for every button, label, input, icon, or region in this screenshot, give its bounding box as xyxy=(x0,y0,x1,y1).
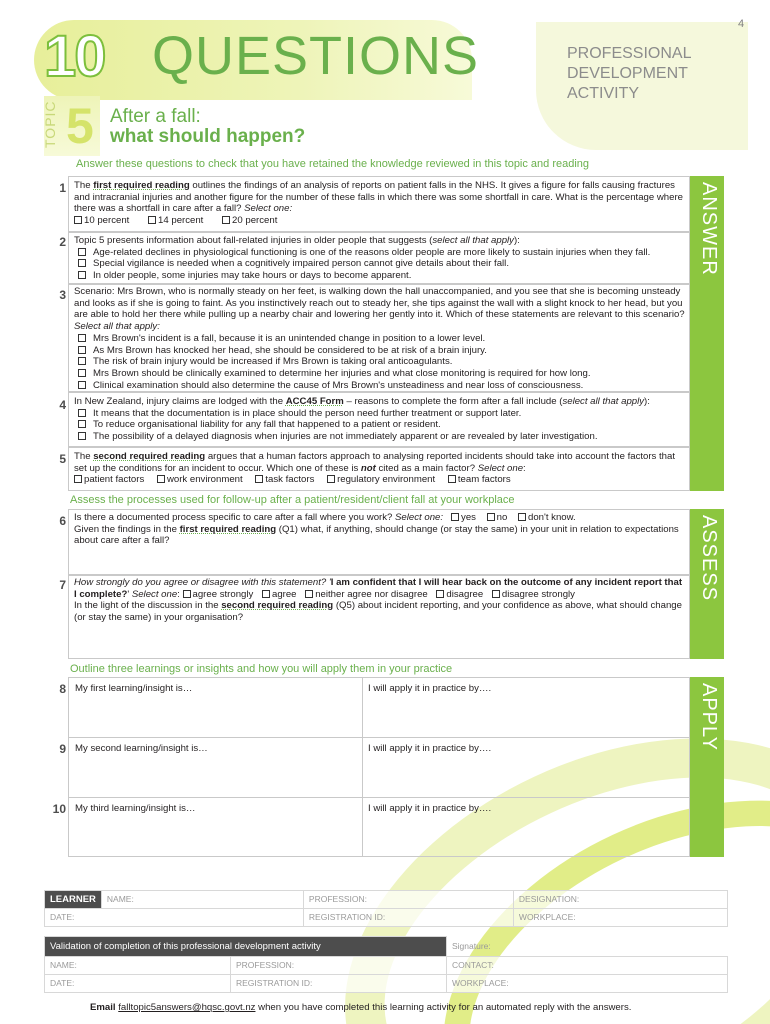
signature-field[interactable]: Signature: xyxy=(452,941,491,952)
question-3: Scenario: Mrs Brown, who is normally steady on her feet, is walking down the hall unaccompanied, and you see that she is becoming unsteady and looks as if she is going to faint. As you instinctively reach out to steady her, she tips against the wall with a slight knock to her head, but you are able to hold her there while pulling up a nearby chair and lowering her gently into it. Which of these statements are relevant to this scenario? Select all that apply: Mrs Brown's incident is a fall, because it is an unintended change in position to a lower level. As Mrs Brown has knocked her head, she should be considered to be at risk of a brain injury. The risk of brain injury would be increased if Mrs Brown is taking oral anticoagulants. Mrs Brown should be clinically examined to determine her injuries and what close monitoring is required for how long. Clinical examination should also determine the cause of Mrs Brown's unsteadiness and near loss of consciousness. xyxy=(74,286,685,391)
checkbox[interactable] xyxy=(518,513,526,521)
answer-heading: Answer these questions to check that you have retained the knowledge reviewed in this topic and reading xyxy=(76,158,590,170)
checkbox[interactable] xyxy=(78,248,86,256)
apply-divider xyxy=(362,677,363,857)
apply-divider xyxy=(68,737,690,738)
learner-profession-field[interactable]: PROFESSION: xyxy=(303,891,513,909)
learner-label: LEARNER xyxy=(45,891,102,909)
header-title: QUESTIONS xyxy=(152,26,480,86)
first-reading-link[interactable]: first required reading xyxy=(93,180,190,191)
learner-designation-field[interactable]: DESIGNATION: xyxy=(513,891,727,909)
q4-option[interactable]: The possibility of a delayed diagnosis when injuries are not immediately apparent or are revealed by later investigation. xyxy=(74,431,686,443)
apply-side-bar: APPLY xyxy=(690,677,724,857)
checkbox[interactable] xyxy=(451,513,459,521)
q5-option[interactable]: work environment xyxy=(157,474,243,486)
q6-option-yes[interactable]: yes xyxy=(451,512,476,524)
question-number: 8 xyxy=(59,682,66,696)
checkbox[interactable] xyxy=(327,475,335,483)
validator-date-field[interactable]: DATE: xyxy=(45,975,231,993)
validator-name-field[interactable]: NAME: xyxy=(45,957,231,975)
learner-date-field[interactable]: DATE: xyxy=(45,909,304,927)
first-reading-link[interactable]: first required reading xyxy=(179,523,277,535)
question-number: 7 xyxy=(59,578,66,592)
apply-2-input[interactable]: I will apply it in practice by…. xyxy=(368,743,492,754)
question-number: 1 xyxy=(59,181,66,195)
learner-details-table xyxy=(44,890,728,927)
q3-option[interactable]: Clinical examination should also determine the cause of Mrs Brown's unsteadiness and near loss of consciousness. xyxy=(74,380,686,392)
apply-heading: Outline three learnings or insights and how you will apply them in your practice xyxy=(70,663,453,675)
checkbox[interactable] xyxy=(78,409,86,417)
email-link[interactable]: falltopic5answers@hqsc.govt.nz xyxy=(118,1002,256,1013)
validation-table xyxy=(44,936,728,993)
checkbox[interactable] xyxy=(78,369,86,377)
learner-name-field[interactable]: NAME: xyxy=(101,891,303,909)
page-number: 4 xyxy=(738,18,745,30)
validator-contact-field[interactable]: CONTACT: xyxy=(447,957,728,975)
page-title-line2: what should happen? xyxy=(110,126,306,147)
learner-registration-field[interactable]: REGISTRATION ID: xyxy=(303,909,513,927)
checkbox[interactable] xyxy=(255,475,263,483)
question-number: 5 xyxy=(59,452,66,466)
question-number: 6 xyxy=(59,514,66,528)
question-2: Topic 5 presents information about fall-related injuries in older people that suggests (select all that apply): Age-related declines in physiological functioning is one of the reasons older people are more likely to sustain injuries when they fall. Special vigilance is needed when a cognitively impaired person cannot give details about their fall. In older people, some injuries may take hours or days to become apparent. xyxy=(74,235,686,282)
question-number: 4 xyxy=(59,398,66,412)
learner-workplace-field[interactable]: WORKPLACE: xyxy=(513,909,727,927)
q7-option[interactable]: disagree strongly xyxy=(492,589,575,601)
page-title-line1: After a fall: xyxy=(110,106,201,127)
checkbox[interactable] xyxy=(262,590,270,598)
q5-option[interactable]: team factors xyxy=(448,474,511,486)
q7-option[interactable]: agree xyxy=(262,589,297,601)
question-number: 10 xyxy=(52,802,66,816)
learning-3-input[interactable]: My third learning/insight is… xyxy=(75,803,196,814)
assess-heading: Assess the processes used for follow-up after a patient/resident/client fall at your workplace xyxy=(70,494,515,506)
learning-2-input[interactable]: My second learning/insight is… xyxy=(75,743,208,754)
checkbox[interactable] xyxy=(487,513,495,521)
email-instructions: Email falltopic5answers@hqsc.govt.nz when you have completed this learning activity for an automated reply with the answers. xyxy=(90,1002,632,1013)
assess-side-bar: ASSESS xyxy=(690,509,724,659)
checkbox[interactable] xyxy=(305,590,313,598)
q3-option[interactable]: Mrs Brown's incident is a fall, because it is an unintended change in position to a lower level. xyxy=(74,333,686,345)
checkbox[interactable] xyxy=(78,432,86,440)
q6-option-no[interactable]: no xyxy=(487,512,508,524)
q3-option[interactable]: Mrs Brown should be clinically examined to determine her injuries and what close monitoring is required for how long. xyxy=(74,368,686,380)
learning-1-input[interactable]: My first learning/insight is… xyxy=(75,683,193,694)
question-5: The second required reading argues that a human factors approach to analysing reported incidents should take into account the factors that set up the conditions for an incident to occur. Which one of these is not cited as a main factor? Select one: patient factors work environment task factors regulatory environment team factors xyxy=(74,451,676,486)
question-1: The first required reading outlines the findings of an analysis of reports on patient falls in the NHS. It gives a figure for falls causing fractures and intracranial injuries and another figure for the number of these falls in which there was some shortfall in care. What is the percentage where there was a shortfall in care after a fall? Select one: 10 percent 14 percent 20 percent xyxy=(74,180,683,227)
checkbox[interactable] xyxy=(222,216,230,224)
question-6: Is there a documented process specific to care after a fall where you work? Select one: yes no don't know. Given the findings in the first required reading (Q1) what, if anything, should change (or stay the same) in your unit in relation to expectations about care after a fall? xyxy=(74,512,679,547)
checkbox[interactable] xyxy=(492,590,500,598)
acc45-form-link[interactable]: ACC45 Form xyxy=(285,396,344,407)
q4-option[interactable]: To reduce organisational liability for any fall that happened to a patient or resident. xyxy=(74,419,686,431)
q4-option[interactable]: It means that the documentation is in place should the person need further treatment or support later. xyxy=(74,408,686,420)
q6-option-dont-know[interactable]: don't know. xyxy=(518,512,576,524)
q1-option[interactable]: 10 percent xyxy=(74,215,129,227)
q2-option[interactable]: Special vigilance is needed when a cognitively impaired person cannot give details about their fall. xyxy=(74,258,686,270)
q1-option[interactable]: 20 percent xyxy=(222,215,277,227)
q5-option[interactable]: task factors xyxy=(255,474,314,486)
validator-profession-field[interactable]: PROFESSION: xyxy=(231,957,447,975)
checkbox[interactable] xyxy=(183,590,191,598)
topic-word: TOPIC xyxy=(42,100,58,148)
second-reading-link[interactable]: second required reading xyxy=(221,600,334,612)
q3-option[interactable]: The risk of brain injury would be increased if Mrs Brown is taking oral anticoagulants. xyxy=(74,356,686,368)
header-number: 10 xyxy=(44,24,105,89)
checkbox[interactable] xyxy=(148,216,156,224)
apply-3-input[interactable]: I will apply it in practice by…. xyxy=(368,803,492,814)
validator-workplace-field[interactable]: WORKPLACE: xyxy=(447,975,728,993)
q7-option[interactable]: neither agree nor disagree xyxy=(305,589,428,601)
validator-registration-field[interactable]: REGISTRATION ID: xyxy=(231,975,447,993)
question-number: 9 xyxy=(59,742,66,756)
checkbox[interactable] xyxy=(78,259,86,267)
q7-option[interactable]: agree strongly xyxy=(183,589,254,601)
checkbox[interactable] xyxy=(78,271,86,279)
checkbox[interactable] xyxy=(78,357,86,365)
checkbox[interactable] xyxy=(78,381,86,389)
q2-option[interactable]: Age-related declines in physiological functioning is one of the reasons older people are more likely to sustain injuries when they fall. xyxy=(74,247,686,259)
checkbox[interactable] xyxy=(78,346,86,354)
q5-option[interactable]: patient factors xyxy=(74,474,144,486)
question-7: How strongly do you agree or disagree with this statement? 'I am confident that I will hear back on the outcome of any incident report that I complete?' Select one: agree strongly agree neither agree nor disagree disagree disagree strongly In the light of the discussion in the second required reading (Q5) about incident reporting, and your confidence as above, what should change (or stay the same) in your organisation? xyxy=(74,577,683,624)
checkbox[interactable] xyxy=(74,475,82,483)
checkbox[interactable] xyxy=(448,475,456,483)
q5-option[interactable]: regulatory environment xyxy=(327,474,435,486)
q7-option[interactable]: disagree xyxy=(436,589,483,601)
answer-side-bar: ANSWER xyxy=(690,176,724,491)
second-reading-link[interactable]: second required reading xyxy=(93,451,206,462)
q2-option[interactable]: In older people, some injuries may take hours or days to become apparent. xyxy=(74,270,686,282)
apply-divider xyxy=(68,797,690,798)
checkbox[interactable] xyxy=(78,420,86,428)
question-number: 2 xyxy=(59,235,66,249)
topic-number: 5 xyxy=(66,98,94,154)
question-number: 3 xyxy=(59,288,66,302)
q3-option[interactable]: As Mrs Brown has knocked her head, she should be considered to be at risk of a brain injury. xyxy=(74,345,686,357)
validation-label: Validation of completion of this professional development activity xyxy=(45,937,447,957)
checkbox[interactable] xyxy=(74,216,82,224)
q1-option[interactable]: 14 percent xyxy=(148,215,203,227)
checkbox[interactable] xyxy=(436,590,444,598)
activity-label: PROFESSIONAL DEVELOPMENT ACTIVITY xyxy=(567,45,692,102)
checkbox[interactable] xyxy=(157,475,165,483)
checkbox[interactable] xyxy=(78,334,86,342)
apply-1-input[interactable]: I will apply it in practice by…. xyxy=(368,683,492,694)
question-4: In New Zealand, injury claims are lodged with the ACC45 Form – reasons to complete the form after a fall include (select all that apply): It means that the documentation is in place should the person need further treatment or support later. To reduce organisational liability for any fall that happened to a patient or resident. The possibility of a delayed diagnosis when injuries are not immediately apparent or are revealed by later investigation. xyxy=(74,396,686,443)
